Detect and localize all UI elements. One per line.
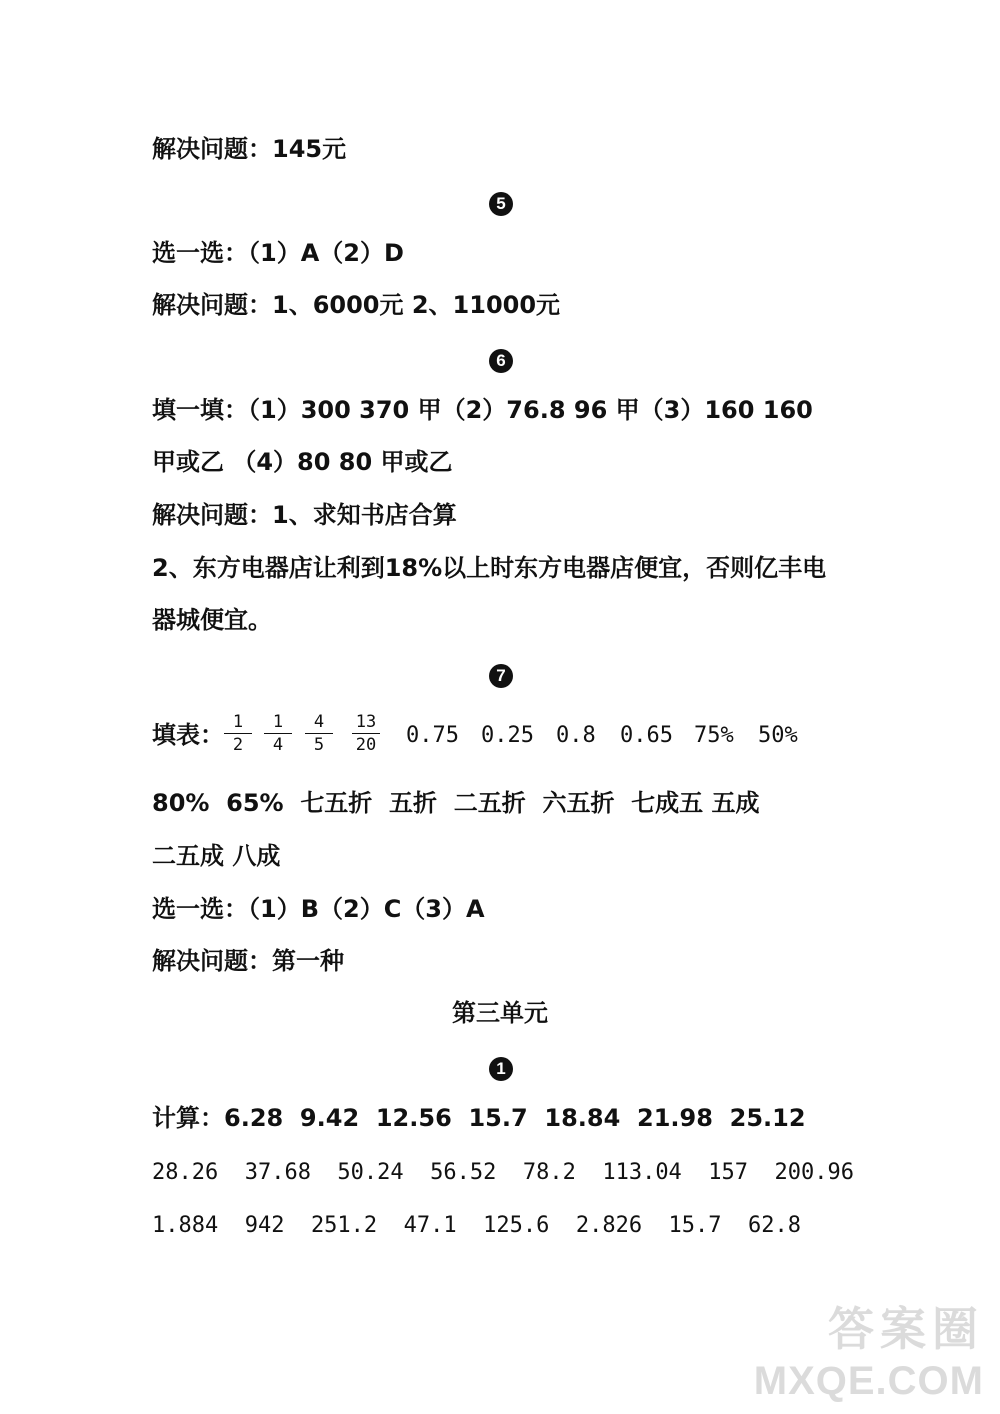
answer-table-label: 填表： [152,721,224,749]
answer-choose-sec7: 选一选：（1）B（2）C（3）A [152,895,485,923]
percent-2: 50% [758,723,798,748]
fraction-4-denominator: 20 [355,735,377,755]
fraction-3-denominator: 5 [313,735,325,755]
answer-table-line2: 80% 65% 七五折 五折 二五折 六五折 七成五 五成 [152,789,760,817]
unit-title: 第三单元 [452,999,548,1027]
section-6-badge: 6 [489,349,513,373]
decimal-1: 0.75 [406,723,459,748]
answer-calc-line1: 计算：6.28 9.42 12.56 15.7 18.84 21.98 25.12 [152,1104,806,1132]
fraction-4-numerator: 13 [355,712,377,732]
section-7-badge: 7 [489,664,513,688]
answer-solve-sec6-line1: 解决问题：1、求知书店合算 [152,501,457,529]
answer-choose-sec5: 选一选：（1）A（2）D [152,239,404,267]
fraction-4 [346,712,386,755]
answer-calc-line2: 28.26 37.68 50.24 56.52 78.2 113.04 157 200.96 [152,1160,854,1185]
answer-table-line3: 二五成 八成 [152,842,281,870]
decimal-3: 0.8 [556,723,596,748]
percent-1: 75% [694,723,734,748]
answer-fill-sec6-line2: 甲或乙 （4）80 80 甲或乙 [152,448,453,476]
fraction-1-numerator: 1 [232,712,244,732]
unit3-section-1-badge: 1 [489,1057,513,1081]
answer-solve-sec4: 解决问题：145元 [152,135,347,163]
fraction-2 [258,712,298,755]
watermark [754,1293,984,1404]
watermark-logo: 答案圈 [828,1303,984,1355]
answer-calc-line3: 1.884 942 251.2 47.1 125.6 2.826 15.7 62.8 [152,1213,802,1238]
answer-solve-sec7: 解决问题：第一种 [152,947,344,975]
fraction-2-numerator: 1 [272,712,284,732]
decimal-4: 0.65 [620,723,673,748]
fraction-3-numerator: 4 [313,712,325,732]
answer-solve-sec6-line2: 2、东方电器店让利到18%以上时东方电器店便宜，否则亿丰电 [152,554,827,582]
answer-solve-sec6-line3: 器城便宜。 [152,606,272,634]
watermark-url: MXQE.COM [753,1359,984,1403]
section-5-badge: 5 [489,192,513,216]
fraction-3 [299,712,339,755]
fraction-1-denominator: 2 [232,735,244,755]
fraction-2-denominator: 4 [272,735,284,755]
decimal-2: 0.25 [481,723,534,748]
fraction-1 [218,712,258,755]
answer-solve-sec5: 解决问题：1、6000元 2、11000元 [152,291,561,319]
answer-fill-sec6-line1: 填一填：（1）300 370 甲（2）76.8 96 甲（3）160 160 [152,396,813,424]
